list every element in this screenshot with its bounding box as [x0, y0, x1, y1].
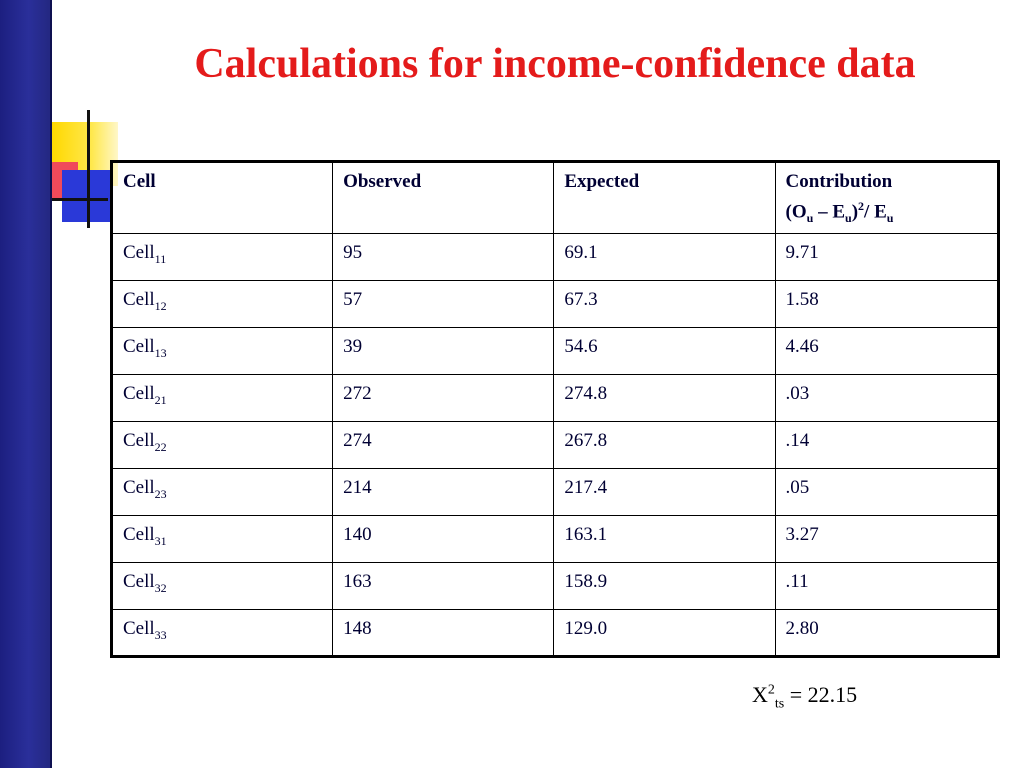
expected-value: 129.0	[554, 610, 775, 657]
cell-label: Cell$_{31}$	[112, 516, 333, 563]
expected-value: 267.8	[554, 422, 775, 469]
expected-value: 163.1	[554, 516, 775, 563]
formula-minus: – E	[813, 201, 846, 223]
formula-slash: / E	[864, 201, 887, 223]
slide-title: Calculations for income-confidence data	[194, 41, 916, 87]
decorative-horizontal-line	[52, 198, 108, 201]
contribution-value: 3.27	[775, 516, 998, 563]
chi-sub: ts	[774, 696, 785, 712]
expected-value: 67.3	[554, 281, 775, 328]
contribution-value: 4.46	[775, 328, 998, 375]
cell-label: Cell$_{33}$	[112, 610, 333, 657]
formula-o-sub: u	[806, 211, 814, 226]
contribution-value: .14	[775, 422, 998, 469]
cell-label: Cell$_{23}$	[112, 469, 333, 516]
chi-symbol: X	[752, 682, 768, 707]
table-row	[112, 234, 999, 281]
table-row	[112, 328, 999, 375]
header-contribution	[775, 162, 998, 234]
cell-label: Cell$_{32}$	[112, 563, 333, 610]
table-row	[112, 375, 999, 422]
cell-label: Cell$_{21}$	[112, 375, 333, 422]
observed-value: 214	[333, 469, 554, 516]
observed-value: 95	[333, 234, 554, 281]
contribution-value: 9.71	[775, 234, 998, 281]
observed-value: 57	[333, 281, 554, 328]
header-contribution-label: Contribution	[785, 171, 893, 192]
observed-value: 148	[333, 610, 554, 657]
formula-close: )	[851, 201, 859, 223]
cell-label: Cell$_{22}$	[112, 422, 333, 469]
cell-label: Cell$_{11}$	[112, 234, 333, 281]
observed-value: 272	[333, 375, 554, 422]
header-expected: Expected	[554, 162, 775, 234]
chi-value: = 22.15	[784, 682, 858, 707]
calculations-table	[110, 160, 1000, 658]
table-row	[112, 563, 999, 610]
contribution-value: .11	[775, 563, 998, 610]
table-row	[112, 610, 999, 657]
formula-denom-sub: u	[886, 211, 894, 226]
contribution-value: 2.80	[775, 610, 998, 657]
expected-value: 69.1	[554, 234, 775, 281]
table-header-row	[112, 162, 999, 234]
expected-value: 274.8	[554, 375, 775, 422]
contribution-formula	[786, 199, 987, 226]
observed-value: 274	[333, 422, 554, 469]
formula-e-sub: u	[845, 211, 852, 226]
header-observed: Observed	[333, 162, 554, 234]
left-accent-bar	[0, 0, 52, 768]
formula-open: (O	[785, 201, 807, 223]
table-row	[112, 422, 999, 469]
cell-label: Cell$_{12}$	[112, 281, 333, 328]
decorative-blue-square	[62, 170, 110, 222]
observed-value: 163	[333, 563, 554, 610]
header-cell: Cell	[112, 162, 333, 234]
contribution-value: .03	[775, 375, 998, 422]
expected-value: 158.9	[554, 563, 775, 610]
observed-value: 140	[333, 516, 554, 563]
cell-label: Cell$_{13}$	[112, 328, 333, 375]
expected-value: 54.6	[554, 328, 775, 375]
table-row	[112, 281, 999, 328]
decorative-vertical-line	[87, 110, 90, 228]
table-row	[112, 516, 999, 563]
contribution-value: .05	[775, 469, 998, 516]
formula-sup: 2	[858, 199, 865, 213]
left-bar-edge	[50, 0, 52, 768]
observed-value: 39	[333, 328, 554, 375]
chi-sup: 2	[767, 682, 775, 698]
chi-square-total	[752, 682, 857, 712]
expected-value: 217.4	[554, 469, 775, 516]
contribution-value: 1.58	[775, 281, 998, 328]
table-row	[112, 469, 999, 516]
